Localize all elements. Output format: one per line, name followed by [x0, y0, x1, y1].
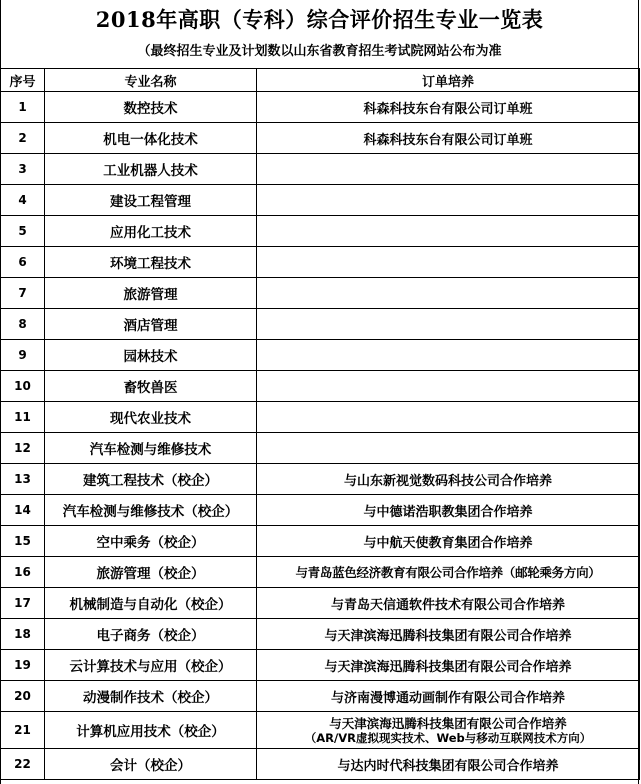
major-name: 酒店管理: [45, 309, 257, 340]
partner-cell: [257, 309, 640, 340]
partner-cell: 与中航天使教育集团合作培养: [257, 526, 640, 557]
partner-cell: [257, 216, 640, 247]
row-number: 18: [1, 619, 45, 650]
major-name: 计算机应用技术（校企）: [45, 712, 257, 749]
row-number: 9: [1, 340, 45, 371]
partner-cell: 与天津滨海迅腾科技集团有限公司合作培养: [257, 650, 640, 681]
partner-cell: [257, 402, 640, 433]
table-row: [1, 464, 640, 495]
table-row: [1, 433, 640, 464]
table-header-row: [1, 69, 640, 92]
table-row: [1, 278, 640, 309]
row-number: 3: [1, 154, 45, 185]
table-body: [1, 92, 640, 780]
majors-table: [0, 68, 640, 780]
row-number: 17: [1, 588, 45, 619]
partner-cell: 科森科技东台有限公司订单班: [257, 92, 640, 123]
major-name: 空中乘务（校企）: [45, 526, 257, 557]
table-row: [1, 749, 640, 780]
table-row: [1, 588, 640, 619]
header-no: 序号: [1, 69, 45, 92]
header-major: 专业名称: [45, 69, 257, 92]
table-row: [1, 309, 640, 340]
major-name: 汽车检测与维修技术: [45, 433, 257, 464]
major-name: 云计算技术与应用（校企）: [45, 650, 257, 681]
row-number: 13: [1, 464, 45, 495]
major-name: 电子商务（校企）: [45, 619, 257, 650]
table-row: [1, 92, 640, 123]
header-partner: 订单培养: [257, 69, 640, 92]
major-name: 机械制造与自动化（校企）: [45, 588, 257, 619]
row-number: 12: [1, 433, 45, 464]
partner-cell: 与青岛天信通软件技术有限公司合作培养: [257, 588, 640, 619]
partner-cell: 与天津滨海迅腾科技集团有限公司合作培养: [257, 619, 640, 650]
row-number: 2: [1, 123, 45, 154]
partner-cell: 与山东新视觉数码科技公司合作培养: [257, 464, 640, 495]
row-number: 7: [1, 278, 45, 309]
major-name: 应用化工技术: [45, 216, 257, 247]
table-row: [1, 123, 640, 154]
row-number: 16: [1, 557, 45, 588]
major-name: 数控技术: [45, 92, 257, 123]
major-name: 建筑工程技术（校企）: [45, 464, 257, 495]
table-row: [1, 247, 640, 278]
major-name: 动漫制作技术（校企）: [45, 681, 257, 712]
row-number: 10: [1, 371, 45, 402]
table-row: [1, 340, 640, 371]
partner-cell: 科森科技东台有限公司订单班: [257, 123, 640, 154]
row-number: 11: [1, 402, 45, 433]
table-row: [1, 185, 640, 216]
table-row: [1, 154, 640, 185]
row-number: 8: [1, 309, 45, 340]
table-row: [1, 619, 640, 650]
partner-cell: [257, 340, 640, 371]
row-number: 21: [1, 712, 45, 749]
partner-cell: 与中德诺浩职教集团合作培养: [257, 495, 640, 526]
table-row: [1, 557, 640, 588]
row-number: 5: [1, 216, 45, 247]
table-row: [1, 402, 640, 433]
major-name: 环境工程技术: [45, 247, 257, 278]
table-row: [1, 681, 640, 712]
partner-cell: [257, 433, 640, 464]
partner-text: 与天津滨海迅腾科技集团有限公司合作培养: [329, 715, 567, 731]
major-name: 汽车检测与维修技术（校企）: [45, 495, 257, 526]
partner-direction-text: （AR/VR虚拟现实技术、Web与移动互联网技术方向）: [304, 730, 592, 745]
major-name: 建设工程管理: [45, 185, 257, 216]
major-name: 工业机器人技术: [45, 154, 257, 185]
partner-cell: [257, 712, 640, 749]
major-name: 畜牧兽医: [45, 371, 257, 402]
table-row: [1, 526, 640, 557]
table-row: [1, 495, 640, 526]
row-number: 22: [1, 749, 45, 780]
row-number: 4: [1, 185, 45, 216]
partner-cell: [257, 278, 640, 309]
row-number: 14: [1, 495, 45, 526]
major-name: 现代农业技术: [45, 402, 257, 433]
row-number: 1: [1, 92, 45, 123]
partner-cell: 与达内时代科技集团有限公司合作培养: [257, 749, 640, 780]
page-title: 2018年高职（专科）综合评价招生专业一览表: [95, 7, 544, 32]
partner-cell: 与济南漫博通动画制作有限公司合作培养: [257, 681, 640, 712]
table-row: [1, 712, 640, 749]
table-row: [1, 216, 640, 247]
table-row: [1, 371, 640, 402]
partner-cell: 与青岛蓝色经济教育有限公司合作培养（邮轮乘务方向）: [257, 557, 640, 588]
row-number: 20: [1, 681, 45, 712]
row-number: 6: [1, 247, 45, 278]
partner-cell: [257, 247, 640, 278]
major-name: 机电一体化技术: [45, 123, 257, 154]
major-name: 会计（校企）: [45, 749, 257, 780]
partner-cell: [257, 154, 640, 185]
partner-cell: [257, 371, 640, 402]
partner-cell: [257, 185, 640, 216]
table-row: [1, 650, 640, 681]
major-name: 旅游管理: [45, 278, 257, 309]
page-subtitle: （最终招生专业及计划数以山东省教育招生考试院网站公布为准: [137, 44, 502, 59]
row-number: 15: [1, 526, 45, 557]
row-number: 19: [1, 650, 45, 681]
major-name: 旅游管理（校企）: [45, 557, 257, 588]
major-name: 园林技术: [45, 340, 257, 371]
